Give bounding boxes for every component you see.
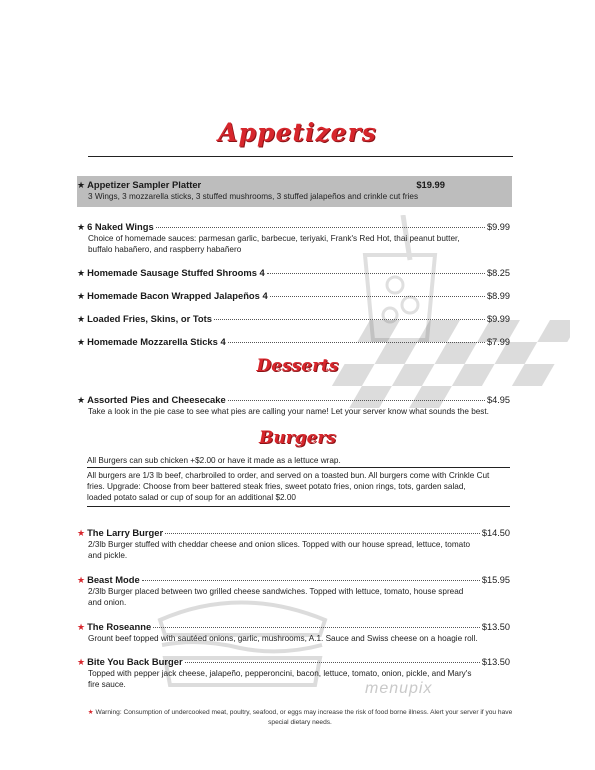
burgers-note-rule-top bbox=[87, 467, 510, 468]
menu-item-naked-wings bbox=[77, 221, 510, 256]
item-description-line: Choice of homemade sauces: parmesan garlic, barbecue, teriyaki, Frank's Red Hot, thai peanut butter, bbox=[88, 234, 460, 243]
star-icon: ★ bbox=[77, 575, 86, 585]
item-name: The Larry Burger bbox=[87, 527, 164, 538]
star-icon: ★ bbox=[77, 222, 86, 232]
menu-item-loaded-fries bbox=[77, 313, 510, 325]
warning-line: special dietary needs. bbox=[268, 718, 332, 726]
item-name: Homemade Sausage Stuffed Shrooms 4 bbox=[87, 267, 265, 278]
item-price: $19.99 bbox=[416, 179, 445, 190]
item-name: 6 Naked Wings bbox=[87, 221, 154, 232]
dot-leader bbox=[165, 533, 480, 534]
item-name: Assorted Pies and Cheesecake bbox=[87, 394, 226, 405]
item-price: $8.25 bbox=[487, 268, 510, 278]
star-icon: ★ bbox=[77, 528, 86, 538]
dot-leader bbox=[267, 273, 485, 274]
menu-item-larry-burger bbox=[77, 527, 510, 562]
menu-item-beast-mode bbox=[77, 574, 510, 609]
item-price: $14.50 bbox=[481, 528, 510, 538]
burger-info-line: All burgers are 1/3 lb beef, charbroiled to order, and served on a toasted bun. All burgers come with Crinkle Cut bbox=[87, 471, 490, 480]
item-name: Homemade Mozzarella Sticks 4 bbox=[87, 336, 226, 347]
dot-leader bbox=[228, 400, 485, 401]
menu-item-mozzarella-sticks bbox=[77, 336, 510, 348]
menu-item-bacon-jalapenos bbox=[77, 290, 510, 302]
item-description-line: Topped with pepper jack cheese, jalapeño, pepperoncini, bacon, lettuce, tomato, onion, pickle, and Mary's bbox=[88, 669, 472, 678]
burger-info-line: loaded potato salad or cup of soup for an additional $2.00 bbox=[87, 493, 296, 502]
dot-leader bbox=[153, 627, 480, 628]
item-price: $9.99 bbox=[487, 314, 510, 324]
item-description-line: buffalo habañero, and raspberry habañero bbox=[88, 245, 242, 255]
item-description-line: Grount beef topped with sautéed onions, garlic, mushrooms, A.1. Sauce and Swiss cheese on a hoagie roll. bbox=[88, 634, 478, 643]
appetizers-heading: Appetizers bbox=[218, 118, 377, 147]
item-name: The Roseanne bbox=[87, 621, 152, 632]
item-description: 3 Wings, 3 mozzarella sticks, 3 stuffed mushrooms, 3 stuffed jalapeños and crinkle cut fries bbox=[88, 192, 419, 201]
burgers-note-rule-bottom bbox=[87, 506, 510, 507]
star-icon: ★ bbox=[77, 291, 86, 301]
item-price: $9.99 bbox=[487, 222, 510, 232]
item-price: $8.99 bbox=[487, 291, 510, 301]
food-safety-warning bbox=[80, 708, 520, 727]
menu-item-the-roseanne bbox=[77, 621, 510, 644]
dot-leader bbox=[214, 319, 485, 320]
star-icon: ★ bbox=[77, 657, 86, 667]
star-icon: ★ bbox=[77, 268, 86, 278]
item-description: Take a look in the pie case to see what pies are calling your name! Let your server know what sounds the best. bbox=[88, 407, 489, 416]
appetizers-rule bbox=[88, 156, 513, 157]
item-description-line: and onion. bbox=[88, 598, 127, 608]
menu-item-pies-cheesecake bbox=[77, 394, 510, 417]
item-price: $4.95 bbox=[487, 395, 510, 405]
item-name: Appetizer Sampler Platter bbox=[87, 179, 202, 190]
warning-line: Warning: Consumption of undercooked meat, poultry, seafood, or eggs may increase the risk of food borne illness. Alert your server if you have bbox=[95, 709, 513, 716]
star-icon: ★ bbox=[77, 180, 86, 190]
burger-substitution-note: All Burgers can sub chicken +$2.00 or have it made as a lettuce wrap. bbox=[87, 456, 341, 465]
item-price: $13.50 bbox=[481, 657, 510, 667]
desserts-heading: Desserts bbox=[256, 356, 339, 376]
dot-leader bbox=[228, 342, 485, 343]
item-name: Homemade Bacon Wrapped Jalapeños 4 bbox=[87, 290, 268, 301]
item-price: $15.95 bbox=[481, 575, 510, 585]
menupix-watermark: menupix bbox=[365, 680, 433, 697]
item-name: Bite You Back Burger bbox=[87, 656, 183, 667]
star-icon: ★ bbox=[87, 709, 94, 716]
item-name: Loaded Fries, Skins, or Tots bbox=[87, 313, 212, 324]
dot-leader bbox=[185, 662, 480, 663]
item-price: $7.99 bbox=[487, 337, 510, 347]
burger-info-line: fries. Upgrade: Choose from beer battered steak fries, sweet potato fries, onion rings, tots, garden salad, bbox=[87, 482, 466, 491]
dot-leader bbox=[142, 580, 480, 581]
menu-item-bite-you-back-burger bbox=[77, 656, 510, 691]
star-icon: ★ bbox=[77, 395, 86, 405]
menu-item-stuffed-shrooms bbox=[77, 267, 510, 279]
burgers-heading: Burgers bbox=[259, 428, 336, 448]
star-icon: ★ bbox=[77, 337, 86, 347]
item-description-line: 2/3lb Burger placed between two grilled cheese sandwiches. Topped with lettuce, tomato, house spread bbox=[88, 587, 464, 596]
item-description-line: and pickle. bbox=[88, 551, 128, 561]
star-icon: ★ bbox=[77, 622, 86, 632]
item-description-line: fire sauce. bbox=[88, 680, 126, 690]
item-description-line: 2/3lb Burger stuffed with cheddar cheese and onion slices. Topped with our house spread, lettuce, tomato bbox=[88, 540, 471, 549]
menu-item-sampler-platter bbox=[77, 179, 510, 202]
dot-leader bbox=[270, 296, 485, 297]
dot-leader bbox=[156, 227, 485, 228]
star-icon: ★ bbox=[77, 314, 86, 324]
item-price: $13.50 bbox=[481, 622, 510, 632]
item-name: Beast Mode bbox=[87, 574, 140, 585]
